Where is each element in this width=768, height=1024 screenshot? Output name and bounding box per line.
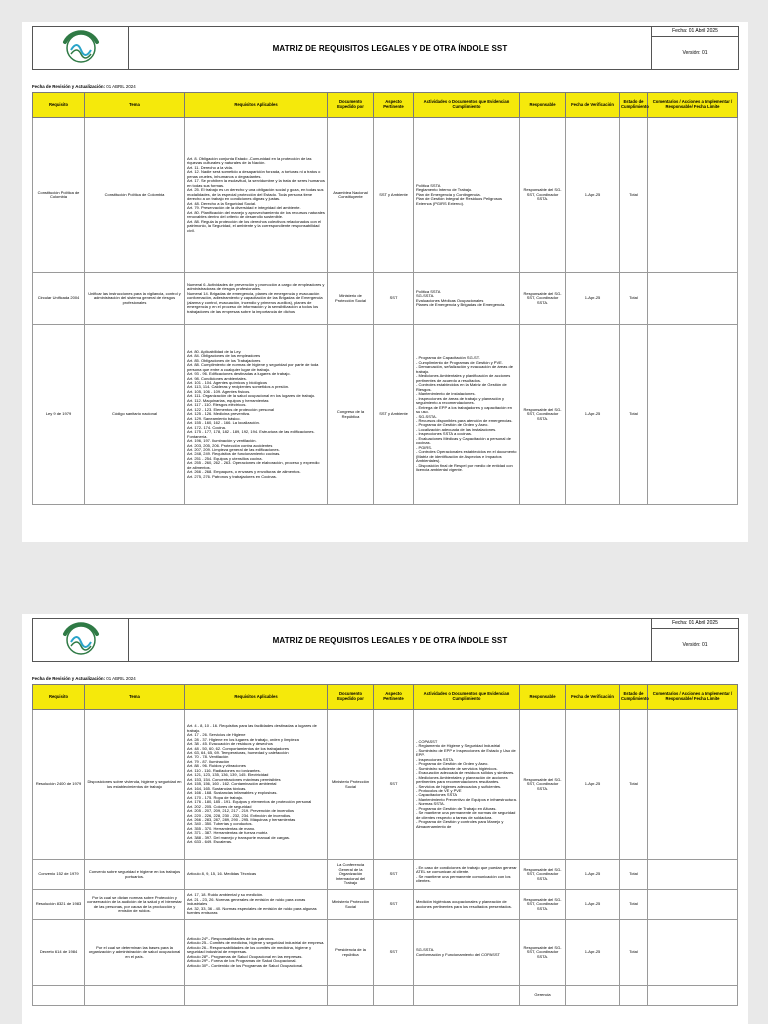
- cell-aspecto: SST: [374, 890, 414, 920]
- cell-actividades-text: Política SSTA SG-SSTA. Evaluaciones Médicas Ocupacionales Planes de Emergencia y Brigadas de Emergencia.: [416, 288, 506, 307]
- cell-actividades-text: - En caso de condiciones de trabajo que puedan generar ATEL se comunican al cliente. - Se mantiene una permanente comunicación con los clientes.: [416, 864, 517, 883]
- cell-comentarios: [648, 860, 738, 890]
- cell-responsable: Responsable del SG-SST, Coordinador SSTA.: [520, 860, 566, 890]
- col-responsable: Responsable: [520, 685, 566, 710]
- requirements-table: [32, 684, 738, 1006]
- cell-actividades: [414, 118, 520, 273]
- revision-line: [32, 84, 136, 89]
- cell-tema: Convenio sobre seguridad e higiene en los trabajos portuarios.: [85, 860, 185, 890]
- cell-requisito: Resolución 8321 de 1983: [33, 890, 85, 920]
- col-comentarios: Comentarios / Acciones a Implementar / Responsable/ Fecha Límite: [648, 93, 738, 118]
- table-row: [33, 118, 738, 273]
- table-header-row: [33, 93, 738, 118]
- revision-date: 01 ABRIL 2024: [106, 84, 136, 89]
- cell-fecha: 1-Apr-25: [566, 920, 620, 986]
- company-logo: [51, 30, 111, 66]
- cell-estado: Total: [620, 273, 648, 325]
- document-version: Versión: 01: [682, 642, 708, 648]
- col-responsable: Responsable: [520, 93, 566, 118]
- table-row: [33, 860, 738, 890]
- col-aspecto: Aspecto Pertinente: [374, 93, 414, 118]
- cell-aplicables: [185, 986, 328, 1006]
- cell-aspecto: SST y Ambiente: [374, 118, 414, 273]
- cell-actividades-text: Medición higiénicas ocupacionales y planeación de acciones pertinentes para los resultados presentados.: [416, 899, 512, 909]
- cell-responsable: Responsable del SG-SST, Coordinador SSTA.: [520, 710, 566, 860]
- document-meta: [651, 27, 738, 69]
- revision-date: 01 ABRIL 2024: [106, 676, 136, 681]
- table-row: [33, 890, 738, 920]
- cell-comentarios: [648, 890, 738, 920]
- col-requisitos-aplicables: Requisitos Aplicables: [185, 685, 328, 710]
- cell-comentarios: [648, 273, 738, 325]
- cell-expedido: Ministerio Protección Social: [328, 890, 374, 920]
- cell-aplicables: [185, 860, 328, 890]
- cell-aplicables-text: Art. 8. Obligación conjunta Estado -Comunidad en la protección de las riquezas culturales y naturales de la Nación. Art. 11. Derecho a la vida. Art. 12. Nadie será sometido a desaparición forzada, a torturas ni a tratos o penas crueles, inhumanos o degradantes. Art. 17. Se prohíben la esclavitud, la servidumbre y la trata de seres humanos en todas sus formas. Art. 25. El trabajo es un derecho y una obligación social y goza, en todas sus modalidades, de la especial protección del Estado. Toda persona tiene derecho a un trabajo en condiciones dignas y justas. Art. 48. Derecho a la Seguridad Social. Art. 79. Preservación de la diversidad e integridad del ambiente. Art. 80. Planificación del manejo y aprovechamiento de los recursos naturales renovables dentro del criterio de desarrollo sostenible. Art. 88. Regula la protección de los derechos colectivos relacionados con el patrimonio, la Seguridad, el ambiente y la correspondiente responsabilidad civil.: [187, 156, 325, 233]
- col-actividades: Actividades o Documentos que Evidencian Cumplimiento: [414, 93, 520, 118]
- cell-aplicables-text: Art. 80. Aplicabilidad de la Ley. Art. 84. Obligaciones de los empleadores Art. 85. Obligaciones de los Trabajadores Art. 88. Cumplimiento de normas de higiene y seguridad por parte de toda persona que entre a cualquier lugar de trabajo. Art. 93 - 96. Edificaciones destinadas a lugares de trabajo. Art. 98. Condiciones ambientales. Art. 101 - 104. Agentes químicos y biológicos Art. 113, 114. Calderas y recipientes sometidos a presión. Art. 105, 106 - 109. Agentes físicos. Art. 111. Organización de la salud ocupacional en los lugares de trabajo. Art. 112. Maquinarias, equipos y herramientas Art. 117 - 110. Riesgos eléctricos. Art. 122 - 123. Elementos de protección personal Art. 125 - 126. Medicina preventiva. Art. 129. Saneamiento básico. Art. 155 - 160, 162 - 166. La localización. Art. 172- 174. Cocina. Art. 175 - 177, 178, 182 - 189, 192, 194. Estructura de las edificaciones. Fontanería. Art. 196, 197. Iluminación y ventilación. Art. 203, 205, 206. Protección contra accidentes Art. 207, 209. Limpieza general de las edificaciones. Art. 248, 249. Requisitos de funcionamiento cocinas. Art. 251 - 254. Equipos y utensilios cocina. Art. 255 - 260, 262 - 263. Operaciones de elaboración, proceso y expendio de alimentos. Art. 266 - 268. Empaques, o envases y envolturas de alimentos. Art. 275, 276. Patronos y trabajadores en Cocinas.: [187, 348, 320, 479]
- cell-actividades: [414, 325, 520, 505]
- cell-expedido: Asamblea Nacional Constituyente: [328, 118, 374, 273]
- col-fecha-verificacion: Fecha de Verificación: [566, 685, 620, 710]
- table-row: [33, 986, 738, 1006]
- cell-actividades: [414, 273, 520, 325]
- cell-aplicables: [185, 890, 328, 920]
- cell-aspecto: SST: [374, 920, 414, 986]
- cell-aspecto: SST: [374, 273, 414, 325]
- col-requisito: Requisito: [33, 685, 85, 710]
- cell-fecha: 1-Apr-25: [566, 118, 620, 273]
- logo-cell: [33, 27, 129, 69]
- cell-requisito: Circular Unificada 2004: [33, 273, 85, 325]
- col-estado: Estado de Cumplimiento: [620, 93, 648, 118]
- col-requisitos-aplicables: Requisitos Aplicables: [185, 93, 328, 118]
- revision-label: Fecha de Revisión y Actualización:: [32, 84, 106, 89]
- cell-estado: Total: [620, 325, 648, 505]
- cell-expedido: Ministerio de Protección Social: [328, 273, 374, 325]
- col-tema: Tema: [85, 93, 185, 118]
- cell-requisito: [33, 986, 85, 1006]
- cell-actividades: [414, 860, 520, 890]
- col-comentarios: Comentarios / Acciones a Implementar / Responsable/ Fecha Límite: [648, 685, 738, 710]
- cell-aspecto: SST y Ambiente: [374, 325, 414, 505]
- cell-estado: Total: [620, 710, 648, 860]
- document-page-2: [22, 614, 748, 1024]
- cell-tema: Constitución Política de Colombia: [85, 118, 185, 273]
- cell-expedido: [328, 986, 374, 1006]
- cell-estado: Total: [620, 890, 648, 920]
- cell-aplicables-text: Numeral 6. Actividades de prevención y promoción a cargo de empleadores y administradoras de riesgos profesionales. Numeral 14. Brigadas de emergencia, planes de emergencia y evacuación conformación, adiestramiento y capacitación de las Brigadas de Emergencia (alarma y control, evacuación, incendio y primeros auxilios), planes de emergencia y en el proceso de información y la sensibilización a todos los trabajadores de las empresas sobre la importancia de dichos: [187, 281, 325, 314]
- cell-comentarios: [648, 118, 738, 273]
- col-estado: Estado de Cumplimiento: [620, 685, 648, 710]
- cell-fecha: [566, 986, 620, 1006]
- cell-aplicables: [185, 920, 328, 986]
- document-header: [32, 618, 739, 662]
- cell-actividades: [414, 710, 520, 860]
- company-logo: [51, 622, 111, 658]
- cell-requisito: Convenio 152 de 1979: [33, 860, 85, 890]
- table-row: [33, 710, 738, 860]
- cell-estado: [620, 986, 648, 1006]
- cell-fecha: 1-Apr-25: [566, 710, 620, 860]
- cell-tema: [85, 986, 185, 1006]
- revision-line: [32, 676, 136, 681]
- revision-label: Fecha de Revisión y Actualización:: [32, 676, 106, 681]
- cell-actividades-text: - COPASST - Reglamento de Higiene y Seguridad Industrial - Suministro de EPP e Inspecciones de Estado y Uso de EPP. - Inspecciones SSTA. - Programa de Gestión de Orden y Aseo. - Suministro suficiente de servicios higiénicos. - Evacuación adecuada de residuos sólidos y similares. - Mediciones Ambientales y planeación de acciones pertinentes para recomendaciones resultantes. - Servicios de higienes adecuados y suficientes. - Protocolos de VE y PVE - Capacitaciones SSTA - Mantenimiento Preventivo de Equipos e infraestructura. - Normas SSTA. - Programa de Gestión de Trabajo en Alturas. - Se mantiene una permanente de normas de seguridad de clientes respecto a tareas de soldadura. - Programa de Gestión y controles para Manejo y Almacenamiento de: [416, 738, 517, 829]
- col-documento-expedido: Documento Expedido por: [328, 93, 374, 118]
- cell-aplicables-text: Artículo 24º.- Responsabilidades de los patronos. Artículo 25.- Comités de medicina, higiene y seguridad industrial de empresa. Artículo 26.- Responsabilidades de los comités de medicina, higiene y seguridad industrial de empresas. Artículo 28º.- Programas de Salud Ocupacional en las empresas. Artículo 29º.- Forma de los Programas de Salud Ocupacional. Artículo 30º.- Contenido de los Programas de Salud Ocupacional.: [187, 935, 325, 968]
- col-documento-expedido: Documento Expedido por: [328, 685, 374, 710]
- cell-expedido: Congreso de la República: [328, 325, 374, 505]
- cell-aplicables: [185, 710, 328, 860]
- document-date: Fecha: 01 Abril 2025: [652, 27, 738, 37]
- cell-actividades-text: Política SSTA Reglamento Interno de Trabajo. Plan de Emergencia y Contingencia. Plan de Gestión Integral de Residuos Peligrosos Externos (PGIRS Externo).: [416, 182, 503, 206]
- cell-aplicables-text: Artículo 8, 9, 15, 16. Medidas Técnicas: [187, 871, 257, 877]
- cell-actividades-text: SG-SSTA. Conformación y Funcionamiento del COPASST: [416, 947, 500, 957]
- cell-tema: Por la cual se dictan normas sobre Protección y conservación de la audición de la salud y el bienestar de las personas, por causa de la producción y emisión de ruidos.: [85, 890, 185, 920]
- table-row: [33, 920, 738, 986]
- document-meta: [651, 619, 738, 661]
- cell-aplicables-text: Art. 4 - 8, 10 - 16. Requisitos para las facilidades destinadas a lugares de trabajo. Art. 17 - 26. Servicios de Higiene Art. 28 - 37. Higiene en los lugares de trabajo, orden y limpieza Art. 38 - 45. Evacuación de residuos y desechos Art. 48 - 50, 60, 62. Comportamientos de los trabajadores Art. 63, 64, 65, 69. Temperaturas, humedad y calefacción Art. 70 - 78. Ventilación Art. 79 - 87. Iluminación Art. 88 - 96. Ruidos y vibraciones Art. 110 - 116. Radiaciones no ionizantes. Art. 121, 123, 135, 136, 139, 145. Electricidad Art. 153, 154. Concentraciones máximas permisibles Art. 155, 156, 160 - 162. Contaminación ambiental Art. 164, 165. Sustancias tóxicas. Art. 166 - 168. Sustancias infamables y explosivas. Art. 170 - 175. Ropa de trabajo. Art. 176 - 180, 185 - 191. Equipos y elementos de protección personal Art. 202 - 205. Colores de seguridad Art. 205 - 207, 209, 212, 217 - 219. Prevención de incendios Art. 220 - 226, 228, 230 - 232, 234. Extinción de incendios. Art. 266 - 283, 287, 289, 290 - 295. Máquinas y herramientas Art. 340 - 350. Tuberías y conductos. Art. 355 - 370. Herramientas de mano. Art. 371 - 387. Herramientas de fuerza motriz. Art. 388 - 397. Del manejo y transporte manual de cargas. Art. 633 - 649. Escaleras.: [187, 723, 317, 845]
- col-requisito: Requisito: [33, 93, 85, 118]
- table-row: [33, 325, 738, 505]
- document-date: Fecha: 01 Abril 2025: [652, 619, 738, 629]
- cell-responsable: Responsable del SG-SST, Coordinador SSTA.: [520, 118, 566, 273]
- cell-aplicables: [185, 118, 328, 273]
- cell-fecha: 1-Apr-25: [566, 890, 620, 920]
- cell-tema: Unificar las instrucciones para la vigilancia, control y administración del sistema general de riesgos profesionales: [85, 273, 185, 325]
- cell-tema: Disposiciones sobre vivienda, higiene y seguridad en los establecimientos de trabajo: [85, 710, 185, 860]
- requirements-table: [32, 92, 738, 505]
- cell-requisito: Resolución 2400 de 1979: [33, 710, 85, 860]
- cell-responsable: Responsable del SG-SST, Coordinador SSTA.: [520, 920, 566, 986]
- cell-responsable: Gerencia: [520, 986, 566, 1006]
- cell-aplicables: [185, 325, 328, 505]
- cell-comentarios: [648, 986, 738, 1006]
- cell-responsable: Responsable del SG-SST, Coordinador SSTA.: [520, 890, 566, 920]
- cell-actividades: [414, 920, 520, 986]
- cell-tema: Código sanitario nacional: [85, 325, 185, 505]
- document-title: MATRIZ DE REQUISITOS LEGALES Y DE OTRA ÍNDOLE SST: [272, 635, 508, 645]
- cell-requisito: Decreto 614 de 1984: [33, 920, 85, 986]
- cell-expedido: Presidencia de la república: [328, 920, 374, 986]
- col-tema: Tema: [85, 685, 185, 710]
- cell-aspecto: SST: [374, 710, 414, 860]
- col-fecha-verificacion: Fecha de Verificación: [566, 93, 620, 118]
- cell-fecha: 1-Apr-25: [566, 860, 620, 890]
- cell-responsable: Responsable del SG-SST, Coordinador SSTA.: [520, 273, 566, 325]
- cell-aplicables-text: Art. 17, 18. Ruido ambiental y su medición. Art. 21 - 23, 26. Normas generales de emisión de ruido para zonas industriales Art. 32, 33, 36 - 40. Normas especiales de emisión de ruido para algunas fuentes emisoras: [187, 892, 317, 916]
- cell-actividades: [414, 986, 520, 1006]
- cell-estado: Total: [620, 860, 648, 890]
- cell-estado: Total: [620, 118, 648, 273]
- document-header: [32, 26, 739, 70]
- table-row: [33, 273, 738, 325]
- col-aspecto: Aspecto Pertinente: [374, 685, 414, 710]
- cell-requisito: Ley 9 de 1979: [33, 325, 85, 505]
- col-actividades: Actividades o Documentos que Evidencian Cumplimiento: [414, 685, 520, 710]
- document-version: Versión: 01: [682, 50, 708, 56]
- cell-aplicables: [185, 273, 328, 325]
- document-page-1: [22, 22, 748, 542]
- cell-tema: Por el cual se determinan las bases para la organización y administración de salud ocupacional en el país.: [85, 920, 185, 986]
- cell-requisito: Constitución Política de Colombia: [33, 118, 85, 273]
- cell-comentarios: [648, 325, 738, 505]
- cell-expedido: La Conferencia General de la Organización Internacional del Trabajo: [328, 860, 374, 890]
- cell-aspecto: SST: [374, 860, 414, 890]
- document-title: MATRIZ DE REQUISITOS LEGALES Y DE OTRA ÍNDOLE SST: [272, 43, 508, 53]
- cell-responsable: Responsable del SG-SST, Coordinador SSTA.: [520, 325, 566, 505]
- cell-fecha: 1-Apr-25: [566, 273, 620, 325]
- cell-estado: Total: [620, 920, 648, 986]
- cell-actividades-text: - Programa de Capacitación SG-ST. - Cumplimiento de Programas de Gestión y PVE. - Demarcación, señalización y evacuación de áreas de trabajo. - Mediciones Ambientales y planificación de acciones pertinentes de acuerdo a resultados. - Controles establecidos en la Matriz de Gestión de Riesgos. - Mantenimiento de instalaciones. - Inspecciones de áreas de trabajo y planeación y seguimiento a recomendaciones. - Entrega de EPP a los trabajadores y capacitación en su uso. - SG-SSTA. - Recursos disponibles para atención de emergencias. - Programa de Gestión de Orden y Aseo. - Localización adecuada de las instalaciones. - Inspecciones SSTA a cocinas. - Evaluaciones Médicas y Capacitación a personal de cocinas. - PGIRS. - Controles Operacionales establecidos en el documento (Matriz de identificación de Aspectos e Impactos Ambientales). - Disposición final de Respel por medio de entidad con licencia ambiental vigente.: [416, 355, 517, 473]
- cell-comentarios: [648, 920, 738, 986]
- cell-comentarios: [648, 710, 738, 860]
- table-header-row: [33, 685, 738, 710]
- cell-fecha: 1-Apr-25: [566, 325, 620, 505]
- cell-aspecto: [374, 986, 414, 1006]
- cell-expedido: Ministerio Protección Social: [328, 710, 374, 860]
- logo-cell: [33, 619, 129, 661]
- cell-actividades: [414, 890, 520, 920]
